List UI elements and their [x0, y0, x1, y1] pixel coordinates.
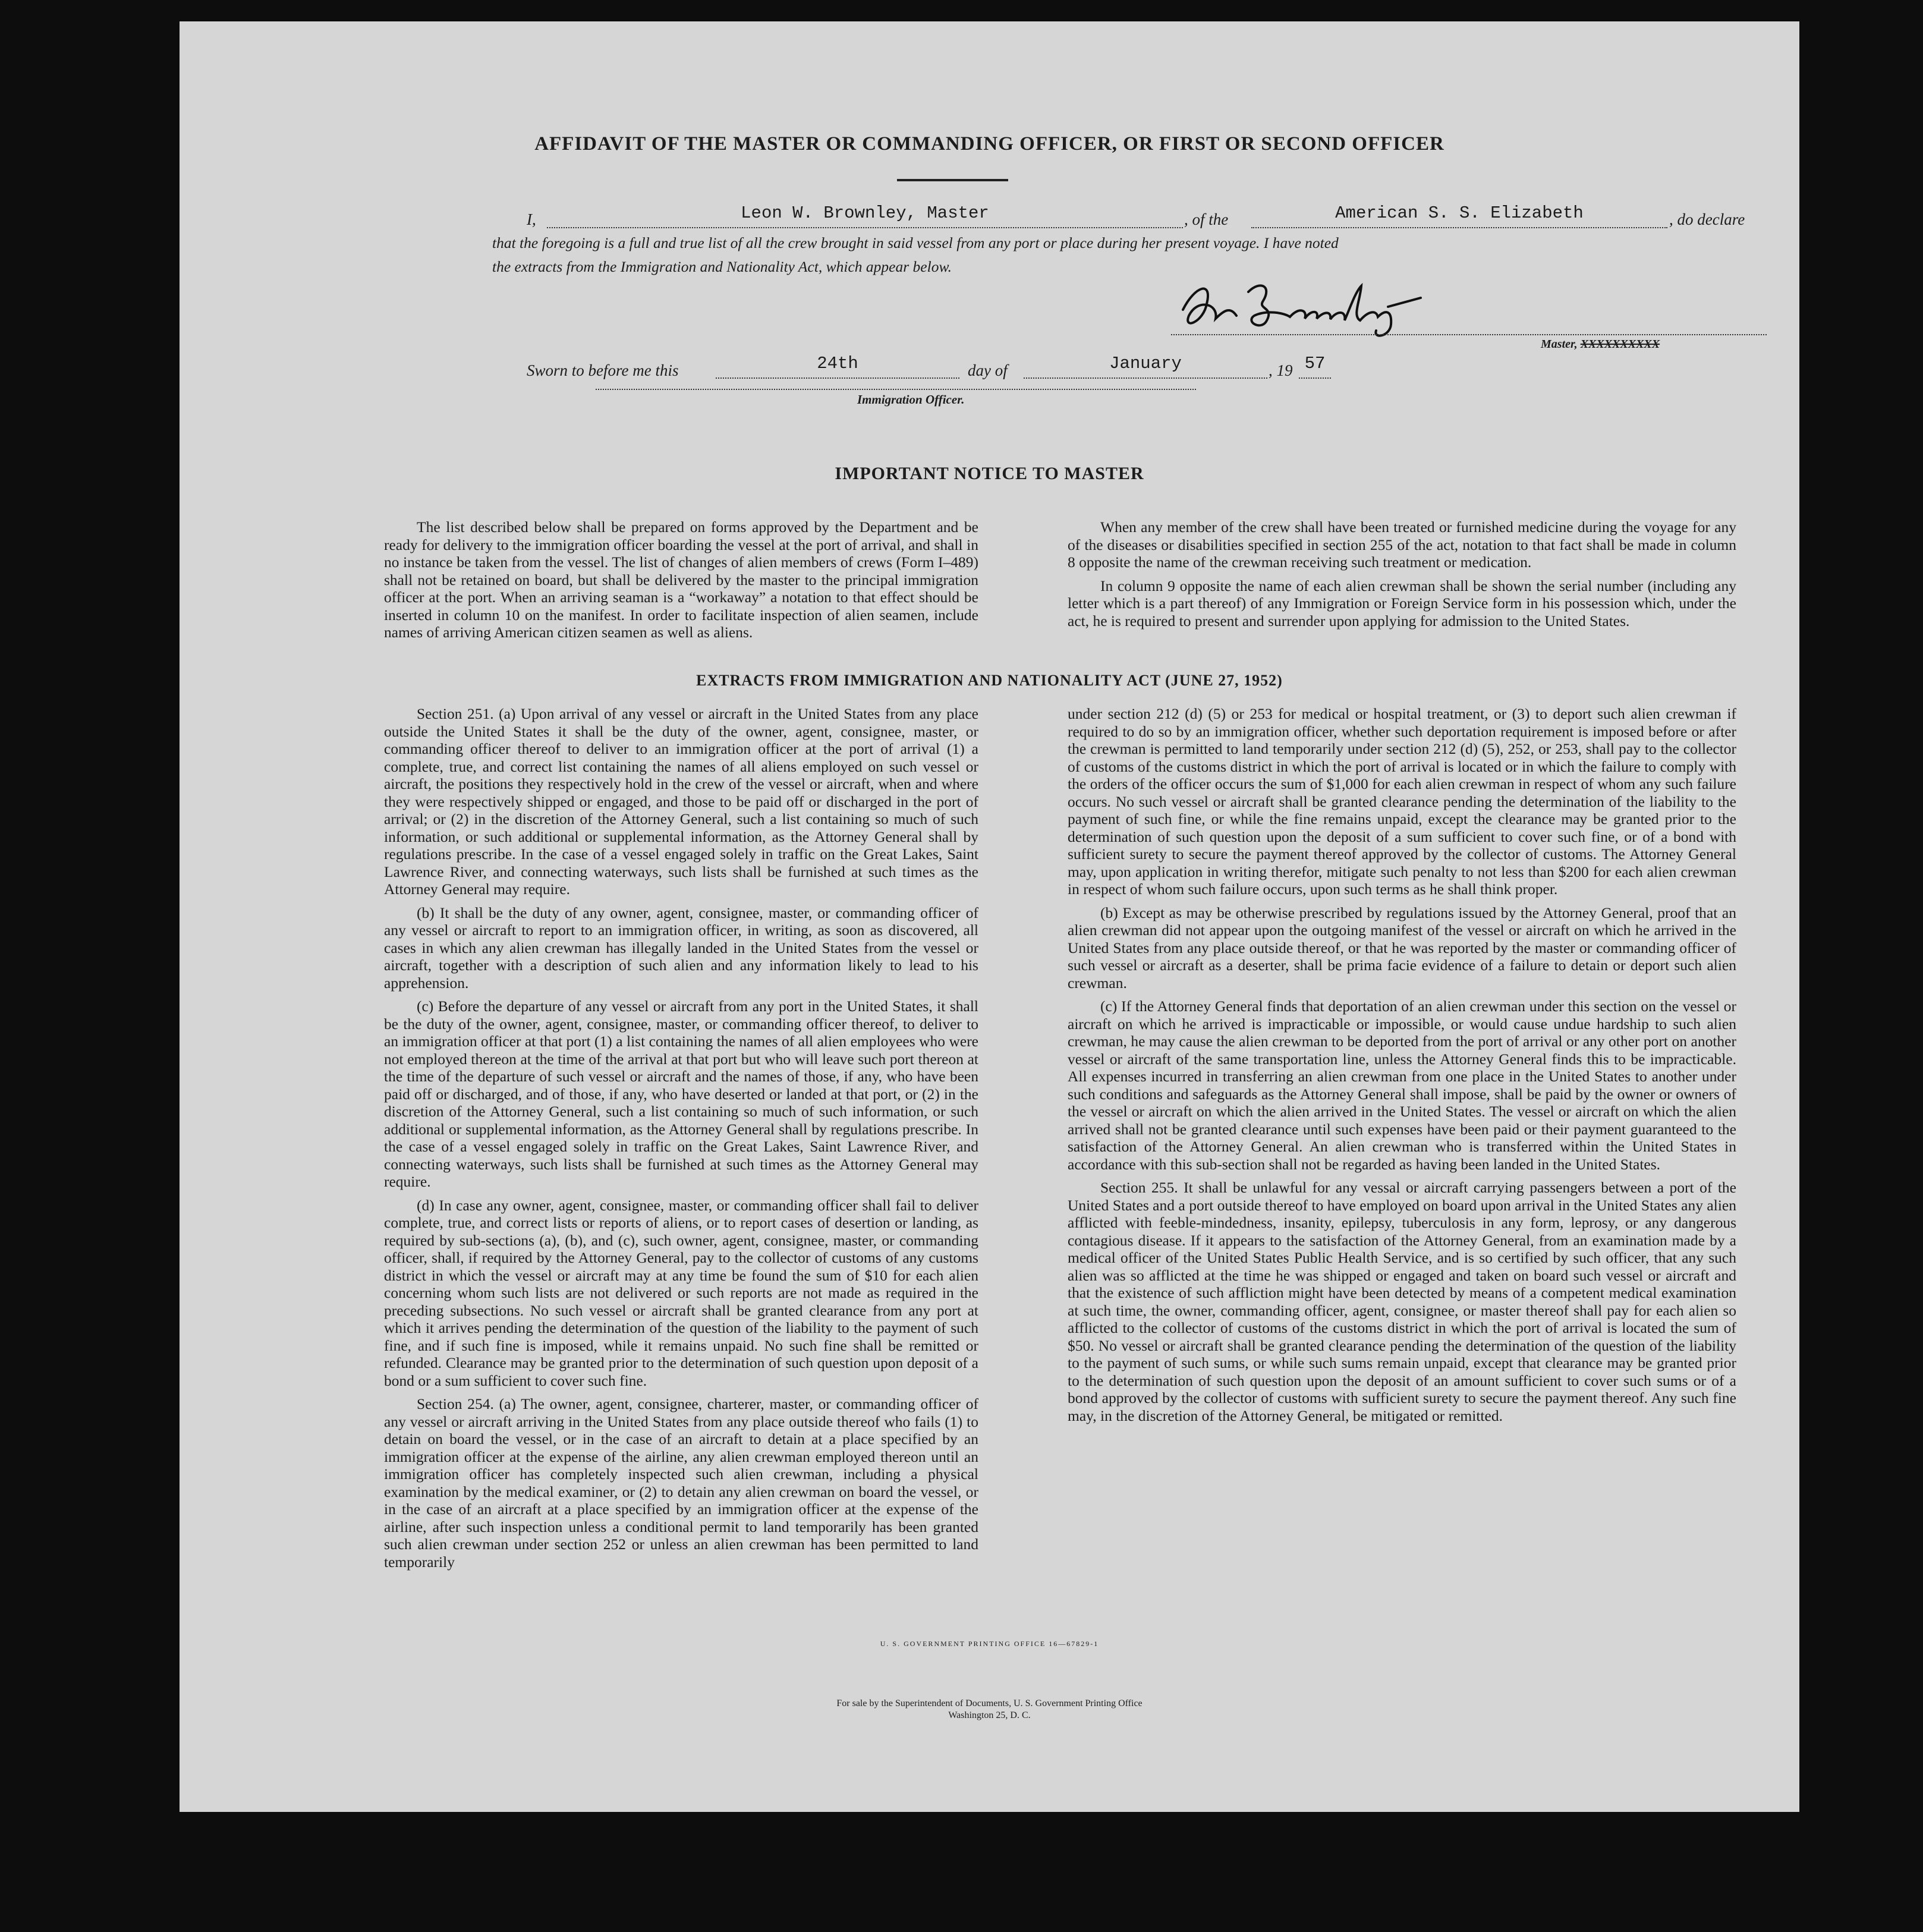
- title-underline: [897, 179, 1008, 181]
- extracts-left-column: [384, 705, 978, 1577]
- sworn-month-field[interactable]: January: [1024, 354, 1267, 379]
- declarant-name-field[interactable]: Leon W. Brownley, Master: [547, 203, 1183, 228]
- section-254-a-continued: under section 212 (d) (5) or 253 for medical or hospital treatment, or (3) to deport such alien crewman if required to do so by an immigration officer, whether such deportation requirement is imposed before or after the crewman is permitted to land temporarily under section 212 (d) (5), 252, or 253, shall pay to the collector of customs of the customs district in which the port of arrival is located or in which the failure to comply with the orders of the officer occurs the sum of $1,000 for each alien crewman in respect of whom any such failure occurs. No such vessel or aircraft shall be granted clearance pending the determination of the liability to the payment of such fine, or while the fine remains unpaid, except the clearance may be granted prior to the determination of such question upon the deposit of a sum sufficient to cover such fine, or of a bond with sufficient surety to secure the payment thereof approved by the collector of customs. The Attorney General may, upon application in writing therefor, mitigate such penalty to not less than $200 for each alien crewman in respect of whom such failure occurs, upon such terms as he shall think proper.: [1068, 705, 1736, 898]
- do-declare-label: , do declare: [1669, 210, 1745, 228]
- sworn-label: Sworn to before me this: [527, 361, 679, 379]
- sale-notice-line-2: Washington 25, D. C.: [948, 1710, 1031, 1720]
- year-prefix: , 19: [1269, 361, 1293, 379]
- declaration-line-2: the extracts from the Immigration and Nationality Act, which appear below.: [492, 258, 952, 275]
- officer-signature-line: [596, 389, 1196, 390]
- sale-notice-line-1: For sale by the Superintendent of Documents, U. S. Government Printing Office: [836, 1698, 1143, 1708]
- notice-right-paragraph-1: When any member of the crew shall have been treated or furnished medicine during the voyage for any of the diseases or disabilities specified in section 255 of the act, notation to that fact shall be made in column 8 opposite the name of the crewman receiving such treatment or medication.: [1068, 518, 1736, 571]
- gpo-imprint: U. S. GOVERNMENT PRINTING OFFICE 16—67829-1: [880, 1640, 1099, 1648]
- form-sheet: [180, 21, 1799, 1812]
- section-254-a: Section 254. (a) The owner, agent, consignee, charterer, master, or commanding officer of any vessel or aircraft arriving in the United States from any place outside thereof who fails (1) to detain on board the vessel, or in the case of an aircraft to detain at a place specified by an immigration officer at the expense of the airline, any alien crewman employed thereon until an immigration officer has completely inspected such alien crewman, including a physical examination by the medical examiner, or (2) to detain any alien crewman on board the vessel, or in the case of an aircraft at a place specified by an immigration officer at the expense of the airline, after such inspection unless a conditional permit to land temporarily has been granted such alien crewman under section 252 or unless an alien crewman has been permitted to land temporarily: [384, 1395, 978, 1571]
- section-254-b: (b) Except as may be otherwise prescribed by regulations issued by the Attorney General, proof that an alien crewman did not appear upon the outgoing manifest of the vessel or aircraft on which he arrived in the United States from any place outside thereof, or that he was reported by the master or commanding officer of such vessel or aircraft as a deserter, shall be prima facie evidence of a failure to detain or deport such alien crewman.: [1068, 904, 1736, 992]
- signature-caption-master: Master,: [1541, 338, 1578, 351]
- sworn-year-field[interactable]: 57: [1299, 354, 1331, 379]
- declaration-line-1: that the foregoing is a full and true list of all the crew brought in said vessel from any port or place during her present voyage. I have noted: [492, 234, 1339, 251]
- notice-right-column: [1068, 518, 1736, 635]
- signature-caption-struck: XXXXXXXXXX: [1580, 338, 1660, 351]
- day-of-label: day of: [968, 361, 1008, 379]
- notice-left-column: [384, 518, 978, 647]
- extracts-right-column: [1068, 705, 1736, 1430]
- section-251-c: (c) Before the departure of any vessel or aircraft from any port in the United States, it shall be the duty of the owner, agent, consignee, master, or commanding officer thereof, to deliver to an immigration officer at that port (1) a list containing the names of all alien employees who were not employed thereon at the time of the arrival at that port but who will leave such port thereon at the time of the departure of such vessel or aircraft and the names of those, if any, who have been paid off or discharged, and of those, if any, who have deserted or landed at that port, or (2) in the discretion of the Attorney General, such a list containing so much of such information, or such additional or supplemental information, as the Attorney General shall by regulations prescribe. In the case of a vessel engaged solely in traffic on the Great Lakes, Saint Lawrence River, and connecting waterways, such lists shall be furnished at such times as the Attorney General may require.: [384, 998, 978, 1190]
- notice-left-paragraph: The list described below shall be prepared on forms approved by the Department and be ready for delivery to the immigration officer boarding the vessel at the port of arrival, and shall in no instance be taken from the vessel. The list of changes of alien members of crews (Form I–489) shall not be retained on board, but shall be delivered by the master to the principal immigration officer at the port. When an arriving seaman is a “workaway” a notation to that effect should be inserted in column 10 on the manifest. In order to facilitate inspection of alien seamen, include names of arriving American citizen seamen as well as aliens.: [384, 518, 978, 641]
- section-254-c: (c) If the Attorney General finds that deportation of an alien crewman under this section on the vessel or aircraft on which he arrived is impracticable or impossible, or would cause undue hardship to such alien crewman, he may cause the alien crewman to be deported from the port of arrival or any other port on another vessel or aircraft of the same transportation line, unless the Attorney General finds this to be impracticable. All expenses incurred in transferring an alien crewman from one place in the United States to another under such conditions and safeguards as the Attorney General shall impose, shall be paid by the owner or owners of the vessel or aircraft on which the alien arrived in the United States. The vessel or aircraft on which the alien arrived shall not be granted clearance until such expenses have been paid or their payment guaranteed to the satisfaction of the Attorney General. An alien crewman who is transferred within the United States in accordance with this sub-section shall not be regarded as having been landed in the United States.: [1068, 998, 1736, 1173]
- section-251-b: (b) It shall be the duty of any owner, agent, consignee, master, or commanding officer of any vessel or aircraft to report to an immigration officer, in writing, as soon as discovered, all cases in which any alien crewman has illegally landed in the United States from the vessel or aircraft, together with a description of such alien and any information likely to lead to his apprehension.: [384, 904, 978, 992]
- notice-title: IMPORTANT NOTICE TO MASTER: [835, 464, 1144, 483]
- signature-caption: [1541, 338, 1660, 351]
- sworn-day-field[interactable]: 24th: [716, 354, 959, 379]
- section-251-d: (d) In case any owner, agent, consignee, master, or commanding officer shall fail to deliver complete, true, and correct lists or reports of aliens, or to report cases of desertion or landing, as required by sub-sections (a), (b), and (c), such owner, agent, consignee, master, or commanding officer, shall, if required by the Attorney General, pay to the collector of customs of any customs district in which the vessel or aircraft may at any time be found the sum of $10 for each alien concerning whom such lists are not delivered or such reports are not made as required in the preceding subsections. No such vessel or aircraft shall be granted clearance from any port at which it arrives pending the determination of the question of the liability to the payment of such fine, and if such fine is imposed, while it remains unpaid. No such fine shall be remitted or refunded. Clearance may be granted prior to the determination of such question upon deposit of a bond or a sum sufficient to cover such fine.: [384, 1196, 978, 1389]
- vessel-name-field[interactable]: American S. S. Elizabeth: [1251, 203, 1667, 228]
- section-255: Section 255. It shall be unlawful for any vessal or aircraft carrying passengers between a port of the United States and a port outside thereof to have employed on board upon arrival in the United States any alien afflicted with feeble-mindedness, insanity, epilepsy, tuberculosis in any form, leprosy, or any dangerous contagious disease. If it appears to the satisfaction of the Attorney General, from an examination made by a medical officer of the United States Public Health Service, and is so certified by such officer, that any such alien was so afflicted at the time he was shipped or engaged and taken on board such vessel or aircraft and that the existence of such affliction might have been detected by means of a competent medical examination at such time, the owner, commanding officer, agent, consignee, or master thereof shall pay for each alien so afflicted to the collector of customs of the customs district in which the port of arrival is located the sum of $50. No vessel or aircraft shall be granted clearance pending the determination of the question of the liability to the payment of such sums, or while such sums remain unpaid, except that clearance may be granted prior to the determination of such question upon the deposit of an amount sufficient to cover such sums or of a bond approved by the collector of customs with sufficient surety to secure the payment thereof. Any such fine may, in the discretion of the Attorney General, be mitigated or remitted.: [1068, 1179, 1736, 1424]
- notice-right-paragraph-2: In column 9 opposite the name of each alien crewman shall be shown the serial number (including any letter which is a part thereof) of any Immigration or Foreign Service form in his possession which, under the act, he is required to present and surrender upon applying for admission to the United States.: [1068, 577, 1736, 630]
- signature-line: [1171, 334, 1767, 335]
- extracts-title: EXTRACTS FROM IMMIGRATION AND NATIONALITY ACT (JUNE 27, 1952): [696, 672, 1283, 689]
- officer-caption: Immigration Officer.: [857, 392, 965, 407]
- of-the-label: , of the: [1184, 210, 1229, 228]
- affidavit-title: AFFIDAVIT OF THE MASTER OR COMMANDING OFFICER, OR FIRST OR SECOND OFFICER: [534, 133, 1444, 155]
- i-label: I,: [527, 210, 536, 228]
- section-251-a: Section 251. (a) Upon arrival of any vessel or aircraft in the United States from any place outside the United States it shall be the duty of the owner, agent, consignee, master, or commanding officer thereof to deliver to an immigration officer at the port of arrival (1) a complete, true, and correct list containing the names of all aliens employed on such vessel or aircraft, the positions they respectively hold in the crew of the vessel or aircraft, when and where they were respectively shipped or engaged, and those to be paid off or discharged in the port of arrival; or (2) in the discretion of the Attorney General, such a list containing so much of such information, or such additional or supplemental information, as the Attorney General shall by regulations prescribe. In the case of a vessel engaged solely in traffic on the Great Lakes, Saint Lawrence River, and connecting waterways, such lists shall be furnished at such times as the Attorney General may require.: [384, 705, 978, 898]
